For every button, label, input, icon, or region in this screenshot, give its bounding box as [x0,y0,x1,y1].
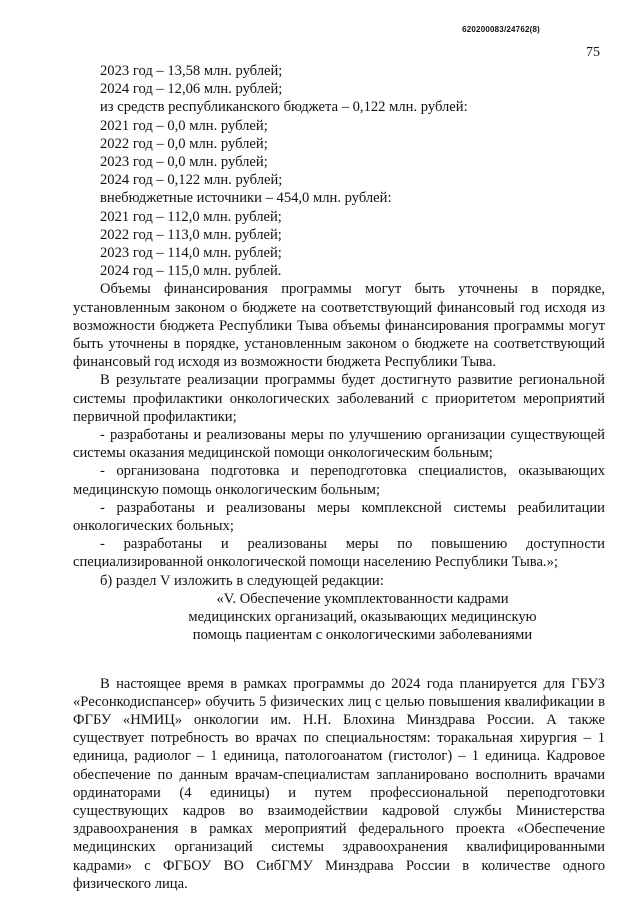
funding-line: 2024 год – 0,122 млн. рублей; [100,172,283,189]
funding-line: 2021 год – 0,0 млн. рублей; [100,117,268,134]
funding-line: из средств республиканского бюджета – 0,122 млн. рублей: [100,99,468,116]
paragraph-result-item: - разработаны и реализованы меры по повышению доступности специализированной онкологической помощи населению Республики Тыва.»; [73,536,605,571]
document-body [73,62,605,893]
paragraph-result-item: - разработаны и реализованы меры по улучшению организации существующей системы оказания медицинской помощи онкологическим больным; [73,427,605,462]
funding-line: 2022 год – 113,0 млн. рублей; [100,226,282,243]
paragraph-section-instruction: б) раздел V изложить в следующей редакции: [100,572,384,589]
section-heading-line: «V. Обеспечение укомплектованности кадрами [216,590,509,607]
section-heading [100,590,605,645]
section-heading-line: медицинских организаций, оказывающих медицинскую [188,609,537,626]
funding-line: 2021 год – 112,0 млн. рублей; [100,208,282,225]
spacer [100,645,605,675]
funding-line: 2023 год – 13,58 млн. рублей; [100,63,283,79]
funding-line: 2024 год – 12,06 млн. рублей; [100,81,283,98]
funding-line: 2024 год – 115,0 млн. рублей. [100,263,282,280]
paragraph-staffing: В настоящее время в рамках программы до 2024 года планируется для ГБУЗ «Ресонкодиспансер» обучить 5 физических лиц с целью повышения квалификации в ФГБУ «НМИЦ» онкологии им. Н.Н. Блохина Минздрава России. А также существует потребность во врачах по специальностям: торакальная хирургия – 1 единица, радиолог – 1 единица, патологоанатом (гистолог) – 1 единица. Кадровое обеспечение по данным врачам-специалистам запланировано восполнить врачами ординаторами (4 единицы) и путем профессиональной переподготовки существующих кадров во взаимодействии кадровой службы Министерства здравоохранения в рамках мероприятий федерального проекта «Обеспечение медицинских организаций системы здравоохранения квалифицированными кадрами» с ФГБОУ ВО СибГМУ Минздрава России в количестве одного физического лица. [73,675,605,892]
paragraph-result-item: - организована подготовка и переподготовка специалистов, оказывающих медицинскую помощь онкологическим больным; [73,463,605,498]
funding-line: 2022 год – 0,0 млн. рублей; [100,135,268,152]
funding-line: 2023 год – 0,0 млн. рублей; [100,154,268,171]
funding-line: 2023 год – 114,0 млн. рублей; [100,245,282,262]
paragraph-results: В результате реализации программы будет достигнуто развитие региональной системы профилактики онкологических заболеваний с приоритетом мероприятий первичной профилактики; [73,372,605,425]
funding-line: внебюджетные источники – 454,0 млн. рублей: [100,190,392,207]
document-registration-number: 620200083/24762(8) [462,25,540,34]
paragraph-result-item: - разработаны и реализованы меры комплексной системы реабилитации онкологических больных; [73,499,605,535]
section-heading-line: помощь пациентам с онкологическими заболеваниями [192,627,533,644]
page-number: 75 [586,45,600,60]
paragraph-funding-note: Объемы финансирования программы могут быть уточнены в порядке, установленным законом о бюджете на соответствующий финансовый год исходя из возможности бюджета Республики Тыва объемы финансирования программы могут быть уточнены в порядке, установленным законом о бюджете на соответствующий финансовый год исходя из возможности бюджета Республики Тыва. [73,281,605,371]
